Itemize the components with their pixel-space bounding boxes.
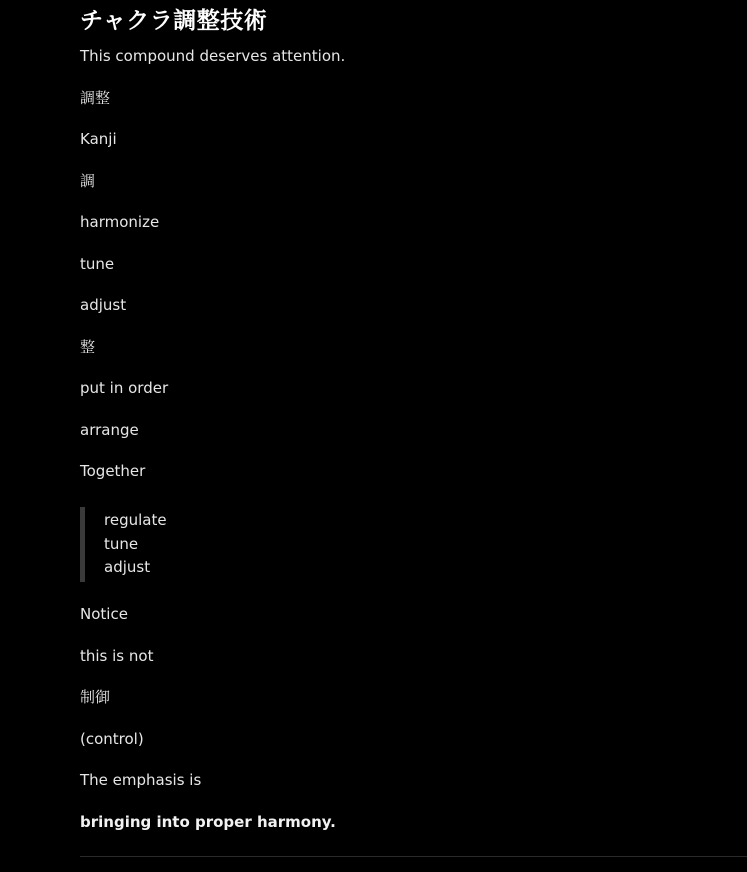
kanji-1-meaning: harmonize (80, 213, 160, 231)
quote-line: adjust (104, 558, 151, 576)
kanji-2-meaning: put in order (80, 379, 169, 397)
kanji-1-meaning: adjust (80, 296, 127, 314)
compound-word: 調整 (80, 88, 111, 107)
notice-label: Notice (80, 605, 128, 623)
article-content (80, 0, 747, 832)
quote-line: tune (104, 534, 139, 553)
emphasis-text: The emphasis is (80, 771, 202, 789)
kanji-1-meaning: tune (80, 254, 115, 273)
together-label: Together (80, 462, 146, 480)
not-text: this is not (80, 646, 154, 665)
horizontal-divider (80, 856, 747, 857)
together-blockquote (80, 507, 747, 582)
kanji-char-1: 調 (80, 171, 96, 190)
contrast-meaning: (control) (80, 729, 144, 748)
kanji-char-2: 整 (80, 337, 96, 356)
kanji-label: Kanji (80, 130, 117, 148)
conclusion-text: bringing into proper harmony. (80, 812, 336, 831)
intro-text: This compound deserves attention. (80, 47, 346, 65)
contrast-kanji: 制御 (80, 688, 111, 706)
page-title: チャクラ調整技術 (80, 8, 268, 34)
kanji-2-meaning: arrange (80, 420, 139, 439)
quote-line: regulate (104, 511, 167, 529)
